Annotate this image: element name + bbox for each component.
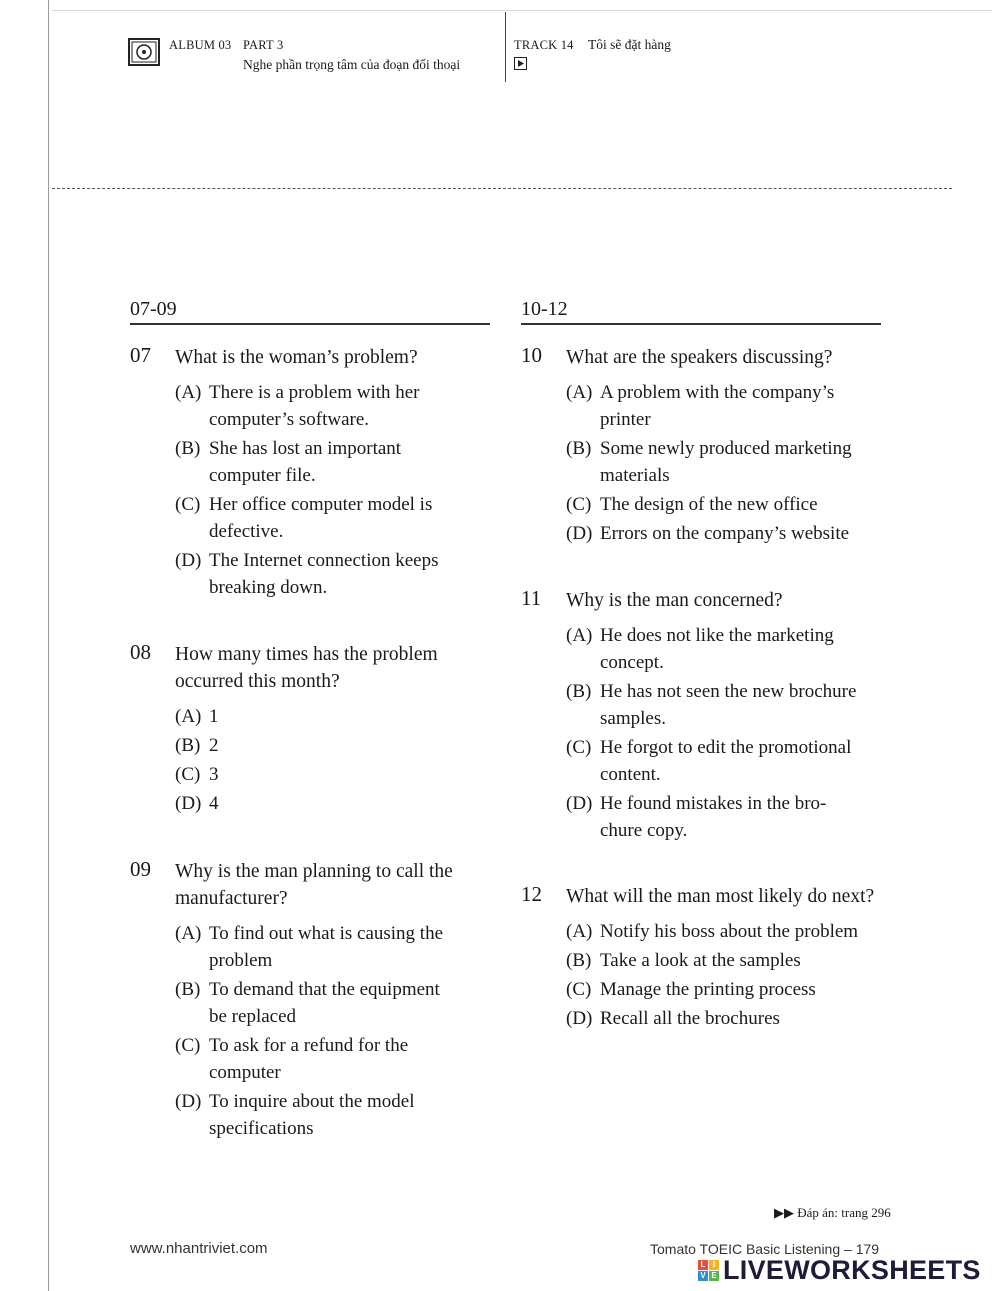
question-text	[175, 641, 438, 695]
track-title: Tôi sẽ đặt hàng	[588, 37, 671, 52]
question-text-line: What are the speakers discussing?	[566, 347, 833, 368]
cd-album-icon	[128, 38, 160, 66]
option-text: chure copy.	[600, 820, 688, 841]
option-text: 2	[209, 735, 219, 756]
question-number: 10	[521, 343, 542, 367]
option-text: samples.	[600, 708, 666, 729]
answer-option[interactable]	[175, 547, 438, 601]
question-text	[566, 587, 783, 614]
option-text: 1	[209, 706, 219, 727]
answer-option[interactable]	[566, 435, 852, 489]
answer-option[interactable]	[566, 790, 826, 844]
option-letter: (A)	[566, 382, 593, 403]
option-letter: (A)	[566, 625, 593, 646]
option-text: He forgot to edit the promotional	[600, 737, 852, 758]
option-letter: (D)	[566, 523, 593, 544]
answer-option[interactable]	[175, 732, 219, 759]
answer-option[interactable]	[566, 379, 834, 433]
option-text: She has lost an important	[209, 438, 402, 459]
answer-option[interactable]	[175, 1032, 408, 1086]
answer-option[interactable]	[566, 622, 834, 676]
option-text: content.	[600, 764, 661, 785]
option-text: materials	[600, 465, 670, 486]
option-letter: (C)	[175, 1035, 201, 1056]
option-text: Her office computer model is	[209, 494, 433, 515]
option-letter: (A)	[175, 382, 202, 403]
website-url[interactable]: www.nhantriviet.com	[130, 1240, 268, 1257]
section-title: 10-12	[521, 298, 568, 320]
option-letter: (A)	[566, 921, 593, 942]
answer-option[interactable]	[175, 1088, 415, 1142]
question-text	[566, 344, 832, 371]
question-text	[566, 883, 874, 910]
option-letter: (D)	[566, 1008, 593, 1029]
option-text: defective.	[209, 521, 284, 542]
option-text: concept.	[600, 652, 664, 673]
answer-option[interactable]	[566, 491, 818, 518]
answer-option[interactable]	[175, 379, 420, 433]
option-letter: (B)	[566, 438, 592, 459]
option-text: Some newly produced marketing	[600, 438, 852, 459]
option-letter: (B)	[175, 979, 201, 1000]
option-text: breaking down.	[209, 577, 328, 598]
question-text	[175, 858, 453, 912]
option-text: problem	[209, 950, 273, 971]
option-text: printer	[600, 409, 651, 430]
option-letter: (D)	[175, 793, 202, 814]
answer-option[interactable]	[175, 703, 219, 730]
option-text: He does not like the marketing	[600, 625, 834, 646]
liveworksheets-logo	[698, 1255, 981, 1285]
option-letter: (B)	[566, 950, 592, 971]
question-number: 08	[130, 640, 151, 664]
play-icon[interactable]	[514, 57, 527, 70]
option-text: 3	[209, 764, 219, 785]
question-text-line: How many times has the problem	[175, 644, 438, 665]
part-label: PART 3	[243, 38, 284, 52]
option-letter: (D)	[175, 1091, 202, 1112]
album-label: ALBUM 03	[169, 38, 232, 52]
option-text: specifications	[209, 1118, 314, 1139]
option-text: To ask for a refund for the	[209, 1035, 409, 1056]
answer-option[interactable]	[566, 947, 801, 974]
option-letter: (A)	[175, 706, 202, 727]
option-text: A problem with the company’s	[600, 382, 835, 403]
option-letter: (B)	[175, 735, 201, 756]
option-text: The Internet connection keeps	[209, 550, 439, 571]
answer-option[interactable]	[175, 435, 401, 489]
logo-cubes-icon: L I V E	[698, 1260, 719, 1281]
option-text: computer	[209, 1062, 281, 1083]
answer-reference: ▶▶ Đáp án: trang 296	[774, 1205, 891, 1220]
header-divider	[505, 12, 506, 82]
answer-option[interactable]	[566, 520, 849, 547]
option-text: There is a problem with her	[209, 382, 420, 403]
section-title: 07-09	[130, 298, 177, 320]
question-number: 09	[130, 857, 151, 881]
option-text: To demand that the equipment	[209, 979, 440, 1000]
option-letter: (D)	[175, 550, 202, 571]
section-underline	[130, 323, 490, 325]
answer-option[interactable]	[566, 678, 856, 732]
track-label: TRACK 14	[514, 38, 574, 52]
logo-text: LIVEWORKSHEETS	[723, 1254, 981, 1285]
answer-option[interactable]	[175, 976, 440, 1030]
answer-option[interactable]	[566, 976, 816, 1003]
question-number: 07	[130, 343, 151, 367]
answer-option[interactable]	[566, 918, 858, 945]
page-top-edge	[52, 10, 992, 11]
answer-option[interactable]	[175, 491, 432, 545]
dashed-separator	[52, 188, 952, 189]
option-text: To inquire about the model	[209, 1091, 415, 1112]
option-text: 4	[209, 793, 219, 814]
answer-option[interactable]	[566, 734, 851, 788]
option-text: The design of the new office	[600, 494, 818, 515]
page-left-edge	[48, 0, 49, 1291]
option-letter: (C)	[566, 494, 592, 515]
option-text: Errors on the company’s website	[600, 523, 850, 544]
option-letter: (D)	[566, 793, 593, 814]
header-subtitle: Nghe phần trọng tâm của đoạn đối thoại	[243, 57, 461, 72]
option-letter: (C)	[566, 979, 592, 1000]
answer-option[interactable]	[175, 920, 443, 974]
option-letter: (B)	[175, 438, 201, 459]
question-text-line: Why is the man planning to call the	[175, 861, 453, 882]
option-text: Recall all the brochures	[600, 1008, 780, 1029]
question-text-line: What is the woman’s problem?	[175, 347, 418, 368]
option-text: Take a look at the samples	[600, 950, 801, 971]
question-number: 12	[521, 882, 542, 906]
question-text-line: manufacturer?	[175, 888, 288, 909]
option-text: Notify his boss about the problem	[600, 921, 859, 942]
option-letter: (C)	[566, 737, 592, 758]
question-text-line: occurred this month?	[175, 671, 340, 692]
question-text	[175, 344, 418, 371]
option-letter: (A)	[175, 923, 202, 944]
option-text: He found mistakes in the bro-	[600, 793, 827, 814]
answer-option[interactable]	[175, 761, 219, 788]
answer-option[interactable]	[175, 790, 219, 817]
section-underline	[521, 323, 881, 325]
question-text-line: What will the man most likely do next?	[566, 886, 875, 907]
option-letter: (C)	[175, 494, 201, 515]
option-text: be replaced	[209, 1006, 297, 1027]
option-text: Manage the printing process	[600, 979, 816, 1000]
option-text: He has not seen the new brochure	[600, 681, 857, 702]
option-text: To find out what is causing the	[209, 923, 444, 944]
answer-option[interactable]	[566, 1005, 780, 1032]
question-number: 11	[521, 586, 542, 610]
page-number: Tomato TOEIC Basic Listening – 179	[650, 1241, 880, 1257]
option-text: computer’s software.	[209, 409, 370, 430]
option-letter: (C)	[175, 764, 201, 785]
option-letter: (B)	[566, 681, 592, 702]
question-text-line: Why is the man concerned?	[566, 590, 783, 611]
option-text: computer file.	[209, 465, 316, 486]
